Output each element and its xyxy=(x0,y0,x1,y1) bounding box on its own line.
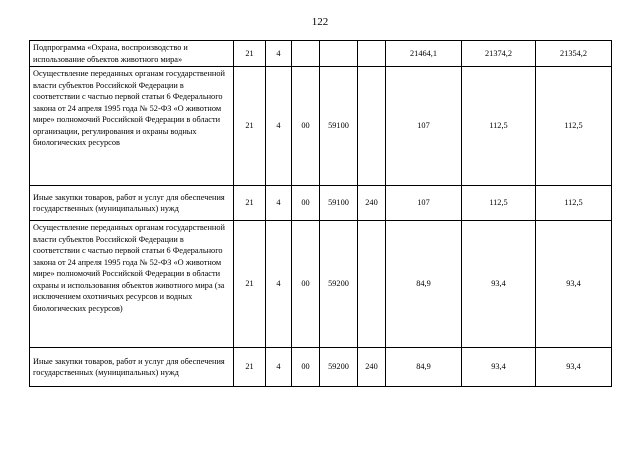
expense-type-cell: 240 xyxy=(358,186,386,221)
row-name-cell: Осуществление переданных органам государственной власти субъектов Российской Федерации в соответствии с частью первой статьи 6 Федерального закона от 24 апреля 1995 года № 52-ФЗ «О животном мире» полномочий Российской Федерации в области охраны и использования объектов животного мира (за исключением охотничьих ресурсов и водных биологических ресурсов) xyxy=(30,221,234,348)
target-article-cell: 59100 xyxy=(320,67,358,186)
subsection-cell: 00 xyxy=(292,348,320,387)
expense-type-cell xyxy=(358,41,386,67)
target-article-cell: 59100 xyxy=(320,186,358,221)
ministry-code-cell: 21 xyxy=(234,186,266,221)
target-article-cell: 59200 xyxy=(320,221,358,348)
row-name-cell: Иные закупки товаров, работ и услуг для обеспечения государственных (муниципальных) нужд xyxy=(30,348,234,387)
amount-year3-cell: 93,4 xyxy=(536,348,612,387)
row-name-cell: Осуществление переданных органам государственной власти субъектов Российской Федерации в соответствии с частью первой статьи 6 Федерального закона от 24 апреля 1995 года № 52-ФЗ «О животном мире» полномочий Российской Федерации в области организации, регулирования и охраны водных биологических ресурсов xyxy=(30,67,234,186)
amount-year2-cell: 93,4 xyxy=(462,348,536,387)
subsection-cell: 00 xyxy=(292,67,320,186)
table-row xyxy=(30,221,612,348)
amount-year1-cell: 84,9 xyxy=(386,348,462,387)
table-row xyxy=(30,41,612,67)
expense-type-cell: 240 xyxy=(358,348,386,387)
subsection-cell: 00 xyxy=(292,221,320,348)
row-name-cell: Иные закупки товаров, работ и услуг для обеспечения государственных (муниципальных) нужд xyxy=(30,186,234,221)
amount-year1-cell: 107 xyxy=(386,186,462,221)
table-row xyxy=(30,67,612,186)
ministry-code-cell: 21 xyxy=(234,221,266,348)
row-name-cell: Подпрограмма «Охрана, воспроизводство и использование объектов животного мира» xyxy=(30,41,234,67)
section-cell: 4 xyxy=(266,41,292,67)
section-cell: 4 xyxy=(266,67,292,186)
amount-year2-cell: 21374,2 xyxy=(462,41,536,67)
expense-type-cell xyxy=(358,67,386,186)
ministry-code-cell: 21 xyxy=(234,41,266,67)
target-article-cell: 59200 xyxy=(320,348,358,387)
amount-year3-cell: 21354,2 xyxy=(536,41,612,67)
amount-year1-cell: 21464,1 xyxy=(386,41,462,67)
subsection-cell: 00 xyxy=(292,186,320,221)
section-cell: 4 xyxy=(266,186,292,221)
ministry-code-cell: 21 xyxy=(234,348,266,387)
budget-table xyxy=(29,40,612,387)
target-article-cell xyxy=(320,41,358,67)
page-number: 122 xyxy=(311,16,329,28)
section-cell: 4 xyxy=(266,221,292,348)
amount-year3-cell: 112,5 xyxy=(536,186,612,221)
ministry-code-cell: 21 xyxy=(234,67,266,186)
section-cell: 4 xyxy=(266,348,292,387)
amount-year2-cell: 93,4 xyxy=(462,221,536,348)
amount-year1-cell: 84,9 xyxy=(386,221,462,348)
amount-year3-cell: 112,5 xyxy=(536,67,612,186)
amount-year1-cell: 107 xyxy=(386,67,462,186)
expense-type-cell xyxy=(358,221,386,348)
amount-year2-cell: 112,5 xyxy=(462,186,536,221)
subsection-cell xyxy=(292,41,320,67)
table-row xyxy=(30,186,612,221)
table-row xyxy=(30,348,612,387)
amount-year3-cell: 93,4 xyxy=(536,221,612,348)
amount-year2-cell: 112,5 xyxy=(462,67,536,186)
